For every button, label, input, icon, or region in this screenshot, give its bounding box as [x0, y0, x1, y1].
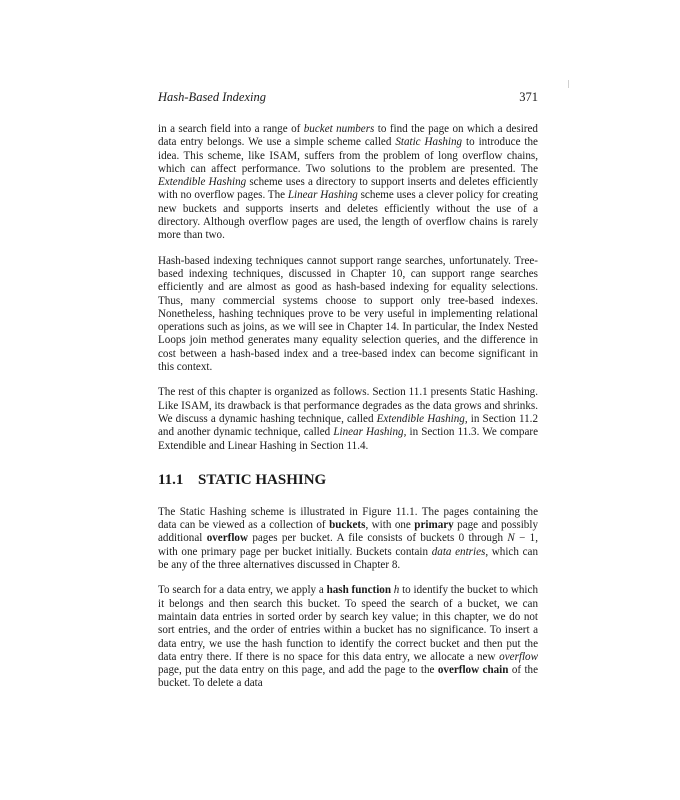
margin-mark: [568, 80, 569, 88]
text-run: of the bucket. To delete a data: [158, 664, 539, 690]
term-linear-hashing: Linear Hashing,: [333, 426, 407, 439]
text-run: , which can be any of the three alternatives discussed in Chapter 8.: [158, 545, 538, 572]
text-run: to identify the bucket to which it belongs and then search this bucket. To speed the search of a bucket, we can maintain data entries in sorted order by search key value; in this chapter, we do not sort entries, and the order of entries within a bucket has no significance. To insert a data entry, we use the hash function to identify the correct bucket and then put the data entry there. If there is no space for this data entry, we allocate a new: [158, 584, 538, 663]
running-title: Hash-Based Indexing: [158, 90, 266, 104]
text-run: in Section 11.3. We compare Extendible and Linear Hashing in Section 11.4.: [158, 426, 539, 452]
text-run: scheme uses a clever policy for creating new buckets and supports inserts and deletes efficiently without the use of a directory. Although overflow pages are used, the length of overflow chains is rarely more than two.: [158, 189, 538, 242]
paragraph-static-hashing: [158, 506, 538, 572]
math-h: h: [393, 584, 400, 597]
term-buckets: buckets: [329, 519, 366, 532]
text-run: pages per bucket. A file consists of buckets 0 through: [247, 532, 508, 545]
term-bucket-numbers: bucket numbers: [303, 123, 375, 135]
text-run: page and possibly additional: [158, 519, 538, 545]
term-overflow: overflow: [499, 650, 538, 663]
term-hash-function: hash function: [326, 584, 391, 597]
text-run: − 1, with one primary page per bucket initially. Buckets contain: [158, 532, 538, 558]
text-run: , with one: [365, 519, 415, 532]
text-run: The Static Hashing scheme is illustrated in Figure 11.1. The pages containing the data can be viewed as a collection of: [158, 505, 538, 532]
term-linear-hashing: Linear Hashing: [287, 189, 358, 202]
math-n: N: [507, 532, 515, 545]
term-primary: primary: [414, 519, 454, 532]
term-static-hashing: Static Hashing: [395, 136, 463, 149]
text-run: to find the page on which a desired data entry belongs. We use a simple scheme called: [158, 123, 538, 149]
term-overflow-chain: overflow chain: [437, 664, 509, 677]
page-header: [158, 90, 538, 106]
section-number: 11.1: [158, 471, 184, 488]
text-run: The rest of this chapter is organized as follows. Section 11.1 presents Static Hashing. Like ISAM, its drawback is that performance degrades as the data grows and shrinks. We discuss a dynamic hashing technique, called: [158, 386, 538, 425]
section-title: STATIC HASHING: [198, 471, 327, 488]
paragraph-chapter-outline: [158, 386, 538, 452]
paragraph-range-searches: Hash-based indexing techniques cannot support range searches, unfortunately. Tree-based indexing techniques, discussed in Chapter 10, can support range searches efficiently and are almost as good as hash-based indexing for equality selections. Thus, many commercial systems choose to support only tree-based indexes. Nonetheless, hashing techniques prove to be very useful in implementing relational operations such as joins, as we will see in Chapter 14. In particular, the Index Nested Loops join method generates many equality selection queries, and the difference in cost between a hash-based index and a tree-based index can become significant in this context.: [158, 254, 538, 374]
text-run: in a search field into a range of: [158, 123, 304, 135]
page-number: 371: [519, 90, 538, 104]
text-run: page, put the data entry on this page, and add the page to the: [158, 664, 438, 677]
term-extendible-hashing: Extendible Hashing,: [376, 412, 468, 425]
section-heading: [158, 472, 538, 489]
term-data-entries: data entries: [431, 545, 486, 558]
paragraph-intro: [158, 123, 538, 243]
paragraph-search-insert: [158, 584, 538, 690]
term-extendible-hashing: Extendible Hashing: [158, 176, 247, 189]
term-overflow: overflow: [206, 532, 248, 545]
text-run: scheme uses a directory to support inserts and deletes efficiently with no overflow pages. The: [158, 176, 538, 202]
page-body: [158, 123, 538, 691]
text-run: to introduce the idea. This scheme, like ISAM, suffers from the problem of long overflow chains, which can affect performance. Two solutions to the problem are presented. The: [158, 136, 538, 175]
text-run: To search for a data entry, we apply a: [158, 584, 327, 597]
text-run: in Section 11.2 and another dynamic technique, called: [158, 412, 538, 439]
